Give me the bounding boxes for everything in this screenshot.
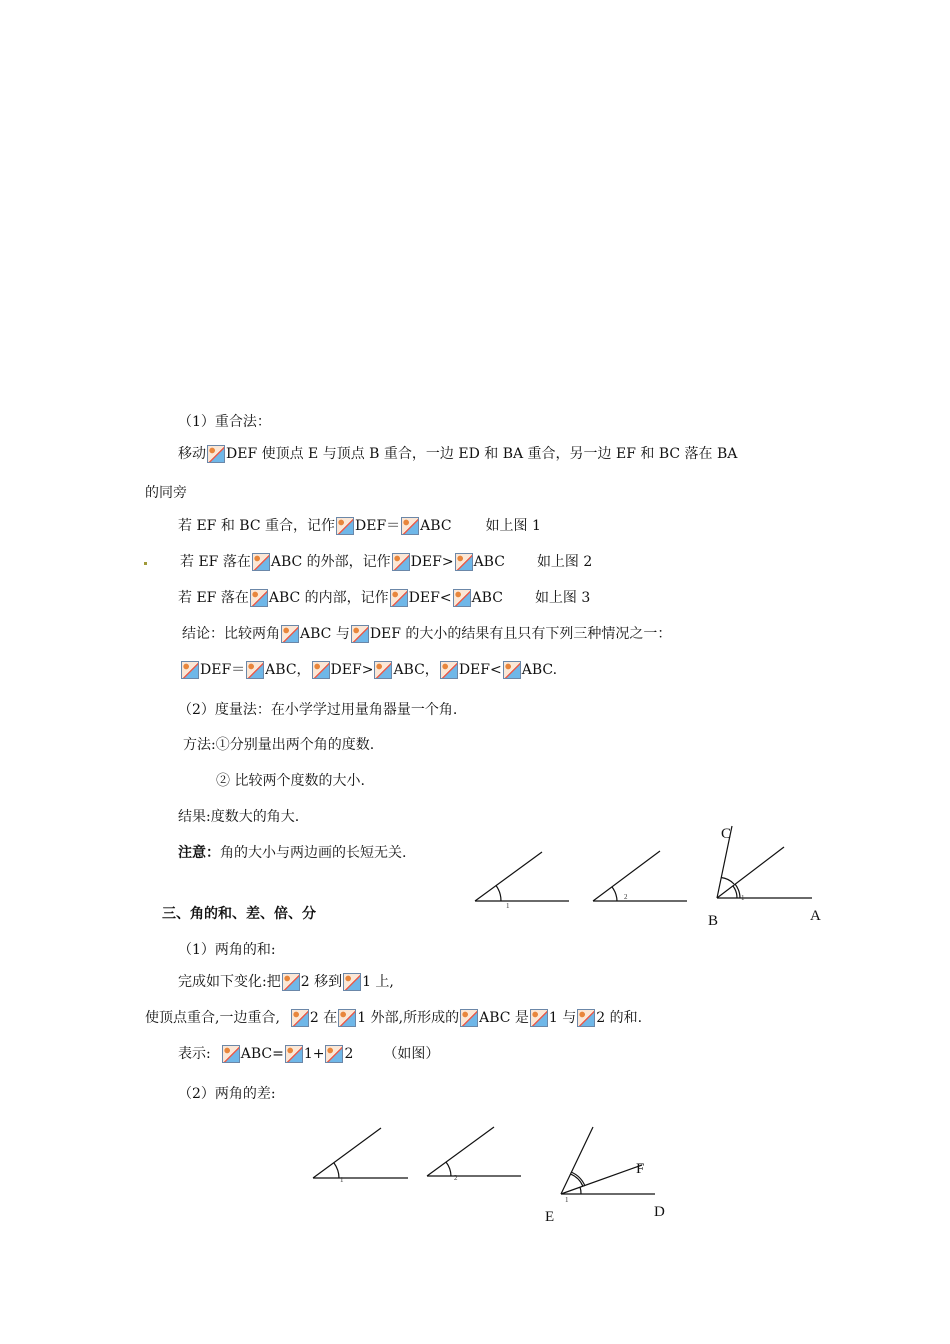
bottom-figure-angle-1 — [313, 1128, 408, 1178]
point-A-label: A — [810, 908, 821, 924]
top-figure-angle-1 — [475, 852, 569, 901]
method2-note: 注意：角的大小与两边画的长短无关. — [178, 845, 407, 861]
section3-title: 三、角的和、差、倍、分 — [162, 906, 316, 922]
conclusion-line: 结论：比较两角 ABC 与 DEF 的大小的结果有且只有下列三种情况之一： — [182, 626, 672, 642]
point-F-label: F — [636, 1161, 645, 1177]
sum-line2: 使顶点重合,一边重合, 2 在 1 外部,所形成的 ABC 是 1 与 2 的和. — [145, 1010, 643, 1026]
sum-expression: 表示: ABC= 1+ 2 （如图） — [178, 1046, 440, 1062]
case3-line: 若 EF 落在 ABC 的内部，记作 DEF< ABC 如上图 3 — [178, 590, 591, 606]
method2-result: 结果:度数大的角大. — [178, 809, 300, 825]
bottom-angle-1-label: 1 — [340, 1176, 344, 1184]
move-line-cont: 的同旁 — [145, 485, 187, 501]
top-combined-arc-label: 1 — [741, 894, 745, 902]
point-D-label: D — [654, 1204, 665, 1220]
method2-way1: 方法:①分别量出两个角的度数. — [183, 737, 375, 753]
top-angle-2-label: 2 — [624, 893, 628, 901]
top-figure-combined — [717, 826, 812, 898]
point-E-label: E — [545, 1209, 555, 1225]
bottom-figure-angle-2 — [427, 1127, 521, 1176]
case1-line: 若 EF 和 BC 重合，记作 DEF＝ ABC 如上图 1 — [178, 518, 541, 534]
point-C-label: C — [721, 826, 732, 842]
note-label: 注意： — [178, 845, 220, 861]
method2-way2: ② 比较两个度数的大小. — [216, 773, 365, 789]
relations-line: DEF＝ ABC， DEF> ABC， DEF< ABC. — [180, 660, 557, 680]
bottom-combined-arc-label: 1 — [565, 1196, 569, 1204]
case2-line: 若 EF 落在 ABC 的外部，记作 DEF> ABC 如上图 2 — [180, 554, 593, 570]
move-line: 移动 DEF 使顶点 E 与顶点 B 重合，一边 ED 和 BA 重合，另一边 EF 和 BC 落在 BA — [178, 446, 738, 462]
method2-heading: （2）度量法：在小学学过用量角器量一个角. — [178, 702, 458, 718]
method1-heading: （1）重合法： — [178, 414, 271, 430]
top-angle-1-label: 1 — [506, 902, 510, 910]
bottom-angle-2-label: 2 — [454, 1174, 458, 1182]
sum-line1: 完成如下变化:把 2 移到 1 上, — [178, 974, 394, 990]
point-B-label: B — [708, 913, 719, 929]
top-figure-angle-2 — [593, 851, 687, 901]
sum-heading: （1）两角的和: — [178, 942, 276, 958]
diff-heading: （2）两角的差: — [178, 1086, 276, 1102]
